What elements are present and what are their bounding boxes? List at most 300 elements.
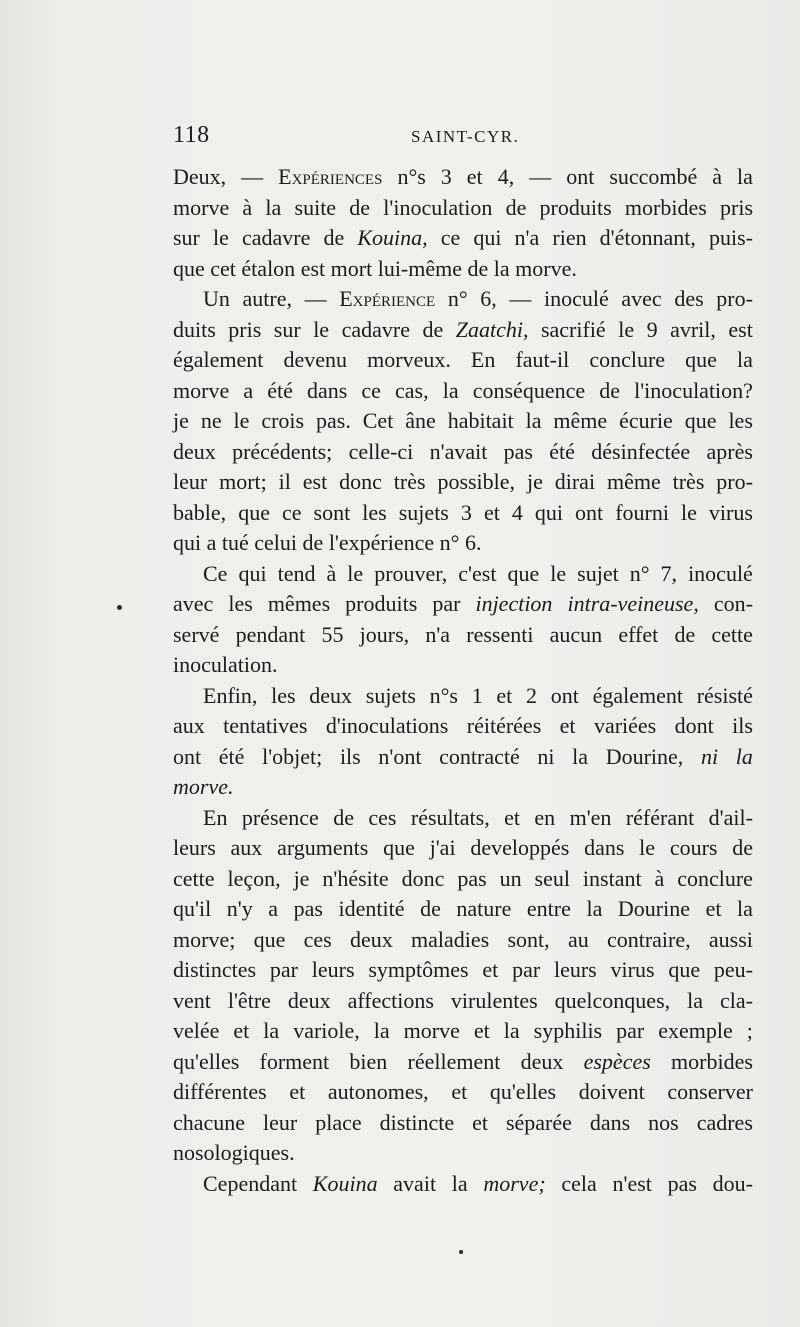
word: En [203,804,228,830]
word: leur [173,469,208,494]
word: donc [339,469,382,494]
text-line [173,223,753,254]
word: inoculé [544,286,609,311]
word: pro- [716,469,753,494]
word: la [735,743,753,769]
word: ce [281,499,302,525]
word: leur [263,1109,298,1135]
word: jours, [359,621,410,647]
word: a [268,896,279,921]
word: 6. [464,530,482,555]
word: n'ont [378,743,422,769]
word: les [362,499,387,525]
word: également [592,682,683,708]
word: et [289,1079,306,1104]
word: deux [520,1048,564,1074]
text-line [173,559,753,590]
word: puis- [708,225,753,250]
word: un [499,865,522,891]
word: l'objet; [262,743,323,769]
word: et [472,1109,488,1135]
word: je [293,865,310,891]
word: qui [473,225,502,250]
text-line [173,1169,753,1200]
word: au [567,926,589,952]
text-line [173,620,753,651]
word: espèces [583,1048,651,1074]
word: 9 [646,316,658,342]
word: n° [629,560,650,586]
word: Un [203,286,230,311]
word: n°s [397,164,426,189]
word: morbides [671,1048,753,1074]
word: virus [708,499,753,525]
word: contracté [439,743,520,769]
word: le [347,560,364,586]
word: la [493,255,510,281]
word: virus [610,957,655,982]
word: de [420,896,441,921]
word: inoculé [688,560,753,586]
word: cadres [696,1109,753,1135]
word: donc [401,865,445,891]
word: même [606,469,661,494]
word: Kouina, [357,225,428,250]
word: aux [173,713,205,738]
word: cadavre [341,316,410,342]
word: velée [173,1018,220,1043]
text-line [173,711,753,742]
word: le [639,835,656,860]
word: deux [173,438,216,464]
page-header [173,122,753,156]
word: que [173,255,205,281]
word: je [526,469,543,494]
word: que [668,957,701,982]
word: variole, [293,1018,360,1043]
word: Dourine, [605,743,684,769]
word: aucun [549,621,603,647]
word: leçon, [227,865,281,891]
word: sont, [507,926,550,952]
text-line [173,406,753,437]
word: morve [173,194,230,220]
word: mort; [219,469,267,494]
word: morve [403,1018,460,1043]
word: étalon [241,255,296,281]
word: fourni [615,499,669,525]
word: leurs [553,957,597,982]
text-line [173,681,753,712]
word: produits [539,194,612,220]
word: n'a [425,621,451,647]
word: succombé [609,164,698,189]
word: n°s [429,682,458,708]
word: a [206,530,217,555]
word: Deux, [173,164,227,189]
word: bien [349,1048,388,1074]
word: tué [221,530,249,555]
word: celle-ci [348,438,414,464]
word: cas, [395,377,429,403]
text-line [173,1047,753,1078]
word: autonomes, [327,1079,429,1104]
word: exemple [658,1018,733,1043]
word: deux [287,987,331,1013]
word: la [442,377,459,403]
word: rien [552,225,587,250]
word: nos [648,1109,679,1135]
word: j'ai [429,835,456,860]
word: distinctes [173,957,257,982]
word: duits [173,316,216,342]
word: nature [456,896,512,921]
word: pas [457,865,487,891]
word: 3 [460,499,472,525]
word: de [599,377,620,403]
word: que [238,499,270,525]
text-line [173,345,753,376]
word: morveux. [367,347,451,372]
text-line [173,193,753,224]
word: d'ail- [708,804,753,830]
word: Cependant [203,1170,298,1196]
word: par [616,1018,645,1043]
word: arguments [277,835,369,860]
word: a [243,377,254,403]
word: résisté [696,682,753,708]
text-line [173,650,753,681]
word: effet [618,621,659,647]
word: dans [306,377,348,403]
word: morve [173,377,230,403]
word: leurs [173,835,216,860]
text-line [173,1016,753,1047]
word: 1 [471,682,483,708]
word: autre, [242,286,292,311]
word: ont [173,743,202,769]
ink-speck [117,605,122,610]
word: qui [173,530,202,555]
word: les [228,591,253,616]
word: ni [537,743,555,769]
word: ils [339,743,361,769]
word: la [572,743,589,769]
word: l'inoculation? [634,377,753,403]
word: est [302,469,328,494]
word: aussi [708,926,753,952]
word: de [333,804,354,830]
text-line [173,1108,753,1139]
word: sur [173,225,200,250]
word: pas [667,1170,697,1196]
word: de [467,255,489,281]
word: de [349,194,371,220]
word: celui [254,530,298,555]
word: dans [589,1109,631,1135]
word: faut-il [515,347,570,372]
word: désinfectée [591,438,691,464]
word: ont [575,499,604,525]
word: ils [732,713,753,738]
word: En [470,347,496,372]
word: vent [173,987,211,1013]
word: sujets [398,499,449,525]
word: écurie [619,408,673,433]
word: aux [230,835,263,860]
word: dirai [554,469,596,494]
word: ces [368,804,397,830]
word: m'en [569,804,612,830]
word: différentes [173,1079,267,1104]
body-text [173,162,753,1199]
text-line [173,284,753,315]
word: le [212,225,229,250]
word: réitérées [466,713,542,738]
word: le [550,560,567,586]
word: ni [700,743,719,769]
word: pas [293,896,323,921]
word: pendant [235,621,306,647]
word: ressenti [466,621,534,647]
word: leurs [311,957,355,982]
word: et [483,499,500,525]
word: intra-veineuse, [567,591,699,616]
word: virulentes [450,987,538,1013]
word: que [507,560,540,586]
word: chacune [173,1109,246,1135]
word: avec [173,591,214,616]
word: cours [669,835,718,860]
word: devenu [283,347,348,372]
word: n'avait [429,438,488,464]
word: sur [273,316,301,342]
word: la [263,1018,280,1043]
word: morve; [173,926,236,952]
word: n° [447,286,468,311]
page-number: 118 [173,122,210,148]
word: avait [393,1170,437,1196]
word: ces [303,926,332,952]
word: de [732,835,753,860]
word: est [728,316,753,342]
word: je [173,408,189,433]
word: qui [534,499,564,525]
word: présence [241,804,319,830]
word: identité [338,896,405,921]
word: référant [625,804,695,830]
word: 4 [511,499,523,525]
word: pris [720,194,753,220]
word: distincte [379,1109,455,1135]
text-line [173,162,753,193]
word: developpés [470,835,570,860]
text-line [173,1138,753,1169]
word: quelconques, [554,987,671,1013]
word: 2 [526,682,538,708]
word: pas. [316,408,351,433]
word: très [393,469,426,494]
word: que [383,835,415,860]
word: n'hésite [322,865,389,891]
word: pris [228,316,262,342]
word: Dourine [617,896,690,921]
word: la [586,896,603,921]
text-line [173,986,753,1017]
word: le [618,316,635,342]
text-line [173,467,753,498]
word: d'étonnant, [599,225,696,250]
word: n'y [226,896,253,921]
word: maladies [411,926,490,952]
word: le [681,499,697,525]
word: été [267,377,293,403]
word: c'est [458,560,497,586]
word: ont [566,164,595,189]
word: cla- [719,987,753,1013]
text-line [173,803,753,834]
word: la [525,408,542,433]
word: d'inoculations [325,713,449,738]
word: cette [173,865,215,891]
ink-speck [459,1250,463,1254]
text-line [173,772,753,803]
word: des [674,286,704,311]
word: la [737,347,753,372]
text-line [173,315,753,346]
word: par [269,957,298,982]
word: Ce [203,560,228,586]
word: que [685,347,717,372]
word: à [242,194,253,220]
word: sujet [577,560,619,586]
word: sacrifié [540,316,606,342]
word: de [674,621,696,647]
word: — [509,286,532,311]
word: à [326,560,337,586]
word: n'est [612,1170,652,1196]
word: et [473,1018,490,1043]
word: la [737,896,753,921]
word: variées [593,713,657,738]
word: ce [440,225,461,250]
word: et [233,1018,250,1043]
word: sont [313,499,351,525]
word: qui [238,560,267,586]
word: même [553,408,608,433]
word: et [466,164,483,189]
word: par [432,591,461,616]
word: ; [746,1018,753,1043]
word: con- [713,591,753,616]
text-line [173,742,753,773]
word: et [496,682,513,708]
word: affections [347,987,434,1013]
word: été [218,743,245,769]
word: ne [200,408,222,433]
word: mêmes [267,591,331,616]
word: séparée [505,1109,572,1135]
word: 55 [321,621,344,647]
word: et [504,804,521,830]
word: par [512,957,541,982]
word: avec [621,286,662,311]
word: dou- [712,1170,753,1196]
word: — [241,164,264,189]
word: doivent [578,1079,645,1104]
word: n'a [514,225,540,250]
word: et [451,1079,468,1104]
word: le [233,408,250,433]
word: été [549,438,575,464]
word: conséquence [472,377,586,403]
word: symptômes [368,957,469,982]
word: est [300,255,326,281]
running-head: SAINT-CYR. [411,127,520,146]
word: cette [711,621,753,647]
text-line [173,833,753,864]
word: précédents; [232,438,333,464]
word: deux [349,926,393,952]
word: que [253,926,286,952]
text-line [173,528,753,559]
word: de [505,194,527,220]
text-line [173,376,753,407]
word: n° [439,530,460,555]
word: la [737,164,753,189]
word: contraire, [606,926,691,952]
word: habitait [447,408,514,433]
word: seul [534,865,570,891]
word: très [672,469,705,494]
text-line [173,254,753,285]
word: conserver [667,1079,753,1104]
word: les [271,682,296,708]
word: peu- [713,957,753,982]
word: — [529,164,552,189]
word: dans [584,835,625,860]
word: à [712,164,723,189]
word: suite [294,194,337,220]
word: — [304,286,327,311]
word: Expériences [278,164,383,189]
word: ont [550,682,579,708]
word: inoculation. [173,652,278,677]
word: cet [210,255,236,281]
word: Zaatchi, [455,316,529,342]
word: sujets [365,682,416,708]
word: deux [309,682,353,708]
word: nosologiques. [173,1140,295,1165]
word: bable, [173,499,227,525]
word: possible, [437,469,516,494]
word: entre [526,896,571,921]
text-line [173,498,753,529]
word: l'être [227,987,271,1013]
word: la [265,194,282,220]
word: injection [475,591,553,616]
word: la [503,1018,520,1043]
word: et [482,957,499,982]
word: morve; [483,1170,546,1196]
word: 6, [480,286,497,311]
word: qu'il [173,896,212,921]
word: morbides [624,194,707,220]
word: de [323,225,345,250]
word: également [173,347,264,372]
word: âne [405,408,436,433]
word: la [451,1170,468,1196]
